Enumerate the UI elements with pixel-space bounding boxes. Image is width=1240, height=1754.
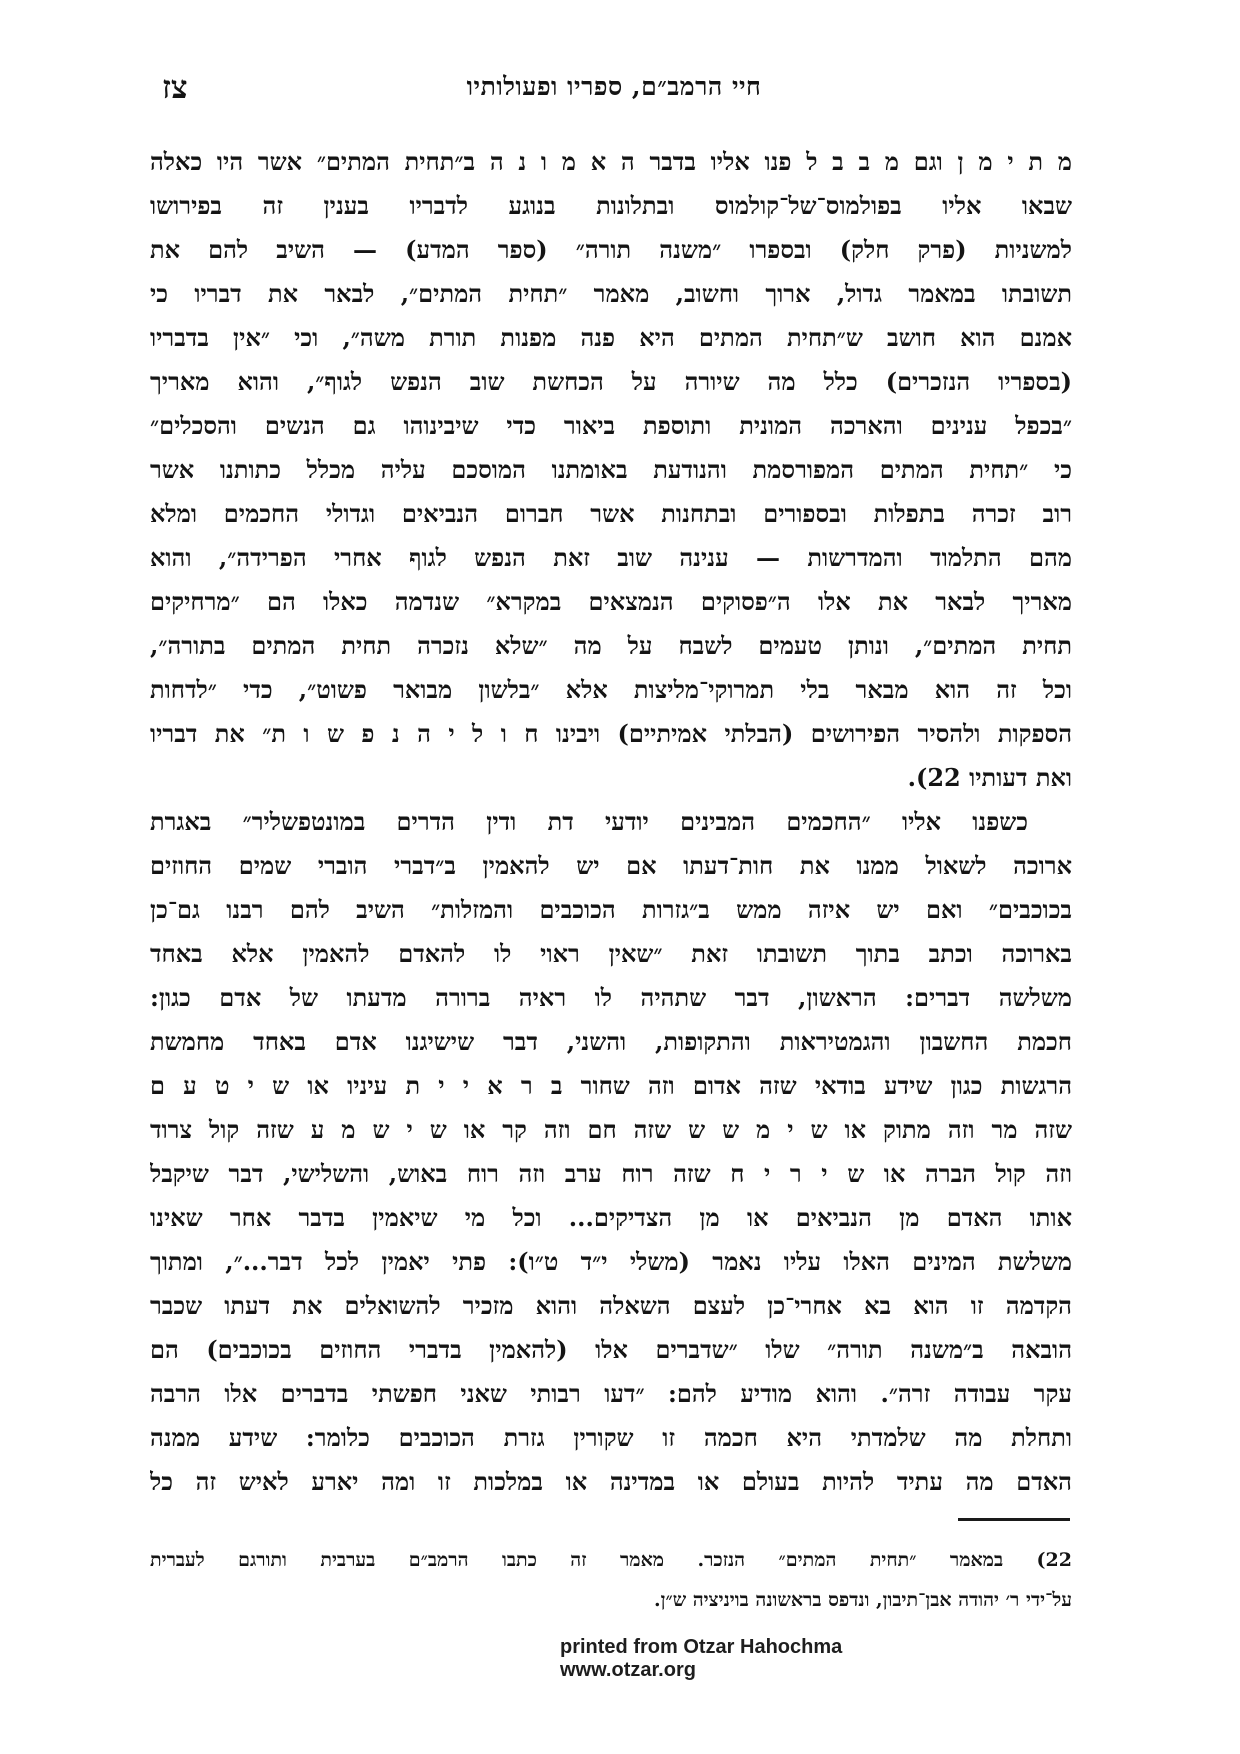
footnote-divider <box>958 1518 1070 1521</box>
footnote-line: 22) במאמר ״תחית המתים״ הנזכר. מאמר זה כתבו הרמב״ם בערבית ותורגם לעברית <box>150 1549 1072 1571</box>
main-text <box>150 140 1072 1504</box>
page-header <box>162 68 1066 108</box>
footnotes <box>150 1540 1072 1620</box>
text-line: האדם מה עתיד להיות בעולם או במדינה או במלכות זו ומה יארע לאיש זה כל <box>150 1467 1072 1496</box>
text-line: מ ת י מ ן וגם מ ב ב ל פנו אליו בדבר ה א מ ו נ ה ב״תחית המתים״ אשר היו כאלה <box>150 147 1072 176</box>
text-line: הספקות ולהסיר הפירושים (הבלתי אמיתיים) ויבינו ח ו ל י ה נ פ ש ו ת״ את דבריו <box>150 719 1072 748</box>
text-line: למשניות (פרק חלק) ובספרו ״משנה תורה״ (ספר המדע) — השיב להם את <box>150 235 1072 264</box>
text-line: וכל זה הוא מבאר בלי תמרוקי־מליצות אלא ״בלשון מבואר פשוט״, כדי ״לדחות <box>150 675 1072 704</box>
text-line: כשפנו אליו ״החכמים המבינים יודעי דת ודין הדרים במונטפשליר״ באגרת <box>150 807 1028 836</box>
text-line: הובאה ב״משנה תורה״ שלו ״שדברים אלו (להאמין בדברי החוזים בכוכבים) הם <box>150 1335 1072 1364</box>
text-line: בארוכה וכתב בתוך תשובתו זאת ״שאין ראוי לו להאדם להאמין אלא באחד <box>150 939 1072 968</box>
text-line: הרגשות כגון שידע בודאי שזה אדום וזה שחור ב ר א י י ת עיניו או ש י ט ע ם <box>150 1071 1072 1100</box>
running-title: חיי הרמב״ם, ספריו ופעולותיו <box>466 72 762 101</box>
page-number: צז <box>162 68 188 106</box>
text-line: ותחלת מה שלמדתי היא חכמה זו שקורין גזרת הכוכבים כלומר: שידע ממנה <box>150 1423 1072 1452</box>
text-line: (בספריו הנזכרים) כלל מה שיורה על הכחשת שוב הנפש לגוף״, והוא מאריך <box>150 367 1072 396</box>
footnote-line: על־ידי ר׳ יהודה אבן־תיבון, ונדפס בראשונה בויניציה ש״ן. <box>654 1589 1072 1611</box>
text-line: מהם התלמוד והמדרשות — ענינה שוב זאת הנפש לגוף אחרי הפרידה״, והוא <box>150 543 1072 572</box>
text-line: מאריך לבאר את אלו ה״פסוקים הנמצאים במקרא״ שנדמה כאלו הם ״מרחיקים <box>150 587 1072 616</box>
text-line: שבאו אליו בפולמוס־של־קולמוס ובתלונות בנוגע לדבריו בענין זה בפירושו <box>150 191 1072 220</box>
text-line: אותו האדם מן הנביאים או מן הצדיקים... וכל מי שיאמין בדבר אחר שאינו <box>150 1203 1072 1232</box>
text-line: משלשת המינים האלו עליו נאמר (משלי י״ד ט״ו): פתי יאמין לכל דבר...״, ומתוך <box>150 1247 1072 1276</box>
text-line: ואת דעותיו 22). <box>907 763 1072 792</box>
text-line: וזה קול הברה או ש י ר י ח שזה רוח ערב וזה רוח באוש, והשלישי, דבר שיקבל <box>150 1159 1072 1188</box>
text-line: תשובתו במאמר גדול, ארוך וחשוב, מאמר ״תחית המתים״, לבאר את דבריו כי <box>150 279 1072 308</box>
text-line: הקדמה זו הוא בא אחרי־כן לעצם השאלה והוא מזכיר להשואלים את דעתו שכבר <box>150 1291 1072 1320</box>
text-line: בכוכבים״ ואם יש איזה ממש ב״גזרות הכוכבים והמזלות״ השיב להם רבנו גם־כן <box>150 895 1072 924</box>
text-line: כי ״תחית המתים המפורסמת והנודעת באומתנו המוסכם עליה מכלל כתותנו אשר <box>150 455 1072 484</box>
text-line: תחית המתים״, ונותן טעמים לשבח על מה ״שלא נזכרה תחית המתים בתורה״, <box>150 631 1072 660</box>
text-line: חכמת החשבון והגמטיראות והתקופות, והשני, דבר שישיגנו אדם באחד מחמשת <box>150 1027 1072 1056</box>
text-line: משלשה דברים: הראשון, דבר שתהיה לו ראיה ברורה מדעתו של אדם כגון: <box>150 983 1072 1012</box>
print-watermark: printed from Otzar Hahochma www.otzar.org <box>560 1636 843 1681</box>
text-line: ארוכה לשאול ממנו את חות־דעתו אם יש להאמין ב״דברי הוברי שמים החוזים <box>150 851 1072 880</box>
text-line: עקר עבודה זרה״. והוא מודיע להם: ״דעו רבותי שאני חפשתי בדברים אלו הרבה <box>150 1379 1072 1408</box>
text-line: רוב זכרה בתפלות ובספורים ובתחנות אשר חברום הנביאים וגדולי החכמים ומלא <box>150 499 1072 528</box>
text-line: שזה מר וזה מתוק או ש י מ ש ש שזה חם וזה קר או ש י ש מ ע שזה קול צרוד <box>150 1115 1072 1144</box>
text-line: אמנם הוא חושב ש״תחית המתים היא פנה מפנות תורת משה״, וכי ״אין בדבריו <box>150 323 1072 352</box>
text-line: ״בכפל ענינים והארכה המונית ותוספת ביאור כדי שיבינוהו גם הנשים והסכלים״ <box>150 411 1072 440</box>
